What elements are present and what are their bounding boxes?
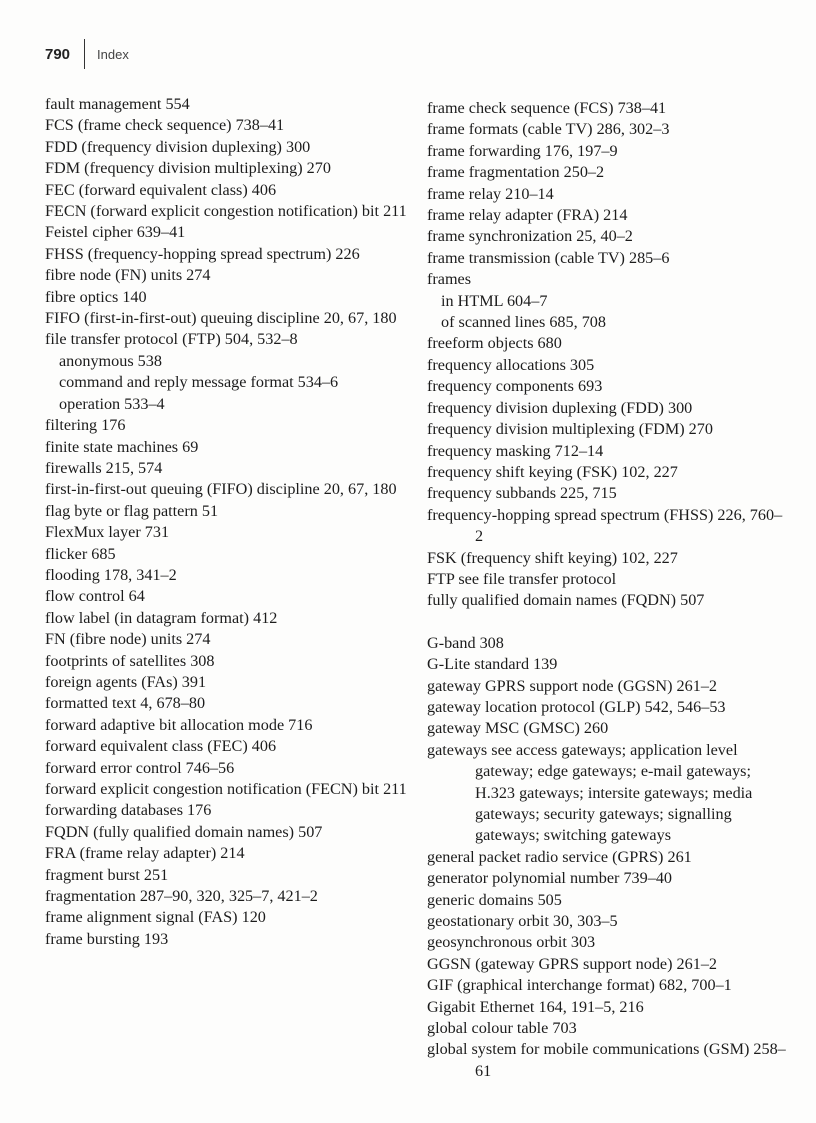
index-column-right: [427, 98, 787, 1082]
index-entry: footprints of satellites 308: [45, 651, 215, 670]
index-entry: geostationary orbit 30, 303–5: [427, 912, 618, 931]
index-entry: global system for mobile communications (GSM) 258–61: [427, 1040, 786, 1080]
index-entry: FDD (frequency division duplexing) 300: [45, 137, 311, 156]
index-entry: frame relay 210–14: [427, 184, 554, 203]
index-entry: frame synchronization 25, 40–2: [427, 227, 633, 246]
index-entry: generator polynomial number 739–40: [427, 869, 673, 888]
index-entry: flooding 178, 341–2: [45, 565, 177, 584]
index-entry: frame relay adapter (FRA) 214: [427, 206, 628, 225]
index-entry: generic domains 505: [427, 890, 562, 909]
section-title: Index: [97, 46, 129, 62]
index-entry: G-band 308: [427, 633, 504, 652]
index-entry: FDM (frequency division multiplexing) 270: [45, 159, 331, 178]
index-entry: fragment burst 251: [45, 865, 169, 884]
index-entry: global colour table 703: [427, 1019, 577, 1038]
index-entry: finite state machines 69: [45, 437, 199, 456]
index-entry: file transfer protocol (FTP) 504, 532–8: [45, 330, 298, 349]
index-entry: formatted text 4, 678–80: [45, 694, 206, 713]
index-entry: frequency allocations 305: [427, 355, 595, 374]
index-entry: FCS (frame check sequence) 738–41: [45, 116, 285, 135]
index-entry: geosynchronous orbit 303: [427, 933, 596, 952]
index-entry: forward adaptive bit allocation mode 716: [45, 715, 313, 734]
index-entry: gateway MSC (GMSC) 260: [427, 719, 609, 738]
index-entry: frame check sequence (FCS) 738–41: [427, 99, 667, 117]
index-entry: firewalls 215, 574: [45, 458, 163, 477]
index-entry: gateways see access gateways; application level gateway; edge gateways; e-mail gateways; H.323 gateways; intersite gateways; media gateways; security gateways; signalling gateways; switching gateways: [427, 740, 753, 845]
page-number: 790: [45, 45, 71, 63]
index-subentry: anonymous 538: [59, 351, 162, 370]
index-entry: foreign agents (FAs) 391: [45, 672, 207, 691]
index-subentry: command and reply message format 534–6: [59, 373, 339, 392]
index-entry: frequency-hopping spread spectrum (FHSS) 226, 760–2: [427, 505, 783, 546]
index-entry: FEC (forward equivalent class) 406: [45, 180, 277, 199]
index-entry: forward error control 746–56: [45, 758, 235, 777]
index-entry: forward explicit congestion notification (FECN) bit 211: [45, 780, 407, 798]
index-entry: frequency subbands 225, 715: [427, 484, 617, 503]
index-entry: frames: [427, 270, 472, 289]
index-entry: forwarding databases 176: [45, 801, 212, 820]
index-entry: FTP see file transfer protocol: [427, 569, 617, 588]
index-entry: gateway location protocol (GLP) 542, 546–53: [427, 697, 726, 716]
index-entry: freeform objects 680: [427, 334, 562, 353]
index-entry: filtering 176: [45, 416, 126, 435]
index-entry: frequency division multiplexing (FDM) 270: [427, 420, 713, 439]
index-entry: fibre node (FN) units 274: [45, 266, 211, 285]
index-entry: G-Lite standard 139: [427, 655, 558, 674]
index-entry: first-in-first-out queuing (FIFO) discipline 20, 67, 180: [45, 480, 397, 499]
page-header: [45, 40, 129, 68]
index-subentry: operation 533–4: [59, 394, 165, 413]
index-entry: flow label (in datagram format) 412: [45, 608, 278, 627]
index-entry: FRA (frame relay adapter) 214: [45, 844, 245, 863]
index-entry: frame fragmentation 250–2: [427, 163, 605, 182]
index-entry: Feistel cipher 639–41: [45, 223, 186, 242]
index-entry: forward equivalent class (FEC) 406: [45, 737, 277, 756]
index-entry: flicker 685: [45, 544, 116, 563]
index-entry: flow control 64: [45, 587, 145, 606]
index-entry: flag byte or flag pattern 51: [45, 501, 219, 520]
index-entry: fibre optics 140: [45, 287, 147, 306]
header-divider: [84, 39, 85, 69]
index-entry: frame transmission (cable TV) 285–6: [427, 248, 670, 267]
index-entry: frame bursting 193: [45, 929, 169, 948]
index-entry: frame formats (cable TV) 286, 302–3: [427, 120, 670, 139]
index-entry: fully qualified domain names (FQDN) 507: [427, 591, 705, 610]
index-entry: GGSN (gateway GPRS support node) 261–2: [427, 954, 718, 973]
index-entry: FN (fibre node) units 274: [45, 630, 211, 649]
index-entry: frequency components 693: [427, 377, 603, 396]
index-entry: frequency division duplexing (FDD) 300: [427, 398, 693, 417]
index-entry: Gigabit Ethernet 164, 191–5, 216: [427, 997, 644, 1016]
index-entry: frame forwarding 176, 197–9: [427, 141, 618, 160]
index-entry: fault management 554: [45, 95, 190, 113]
index-entry: frequency masking 712–14: [427, 441, 604, 460]
index-subentry: of scanned lines 685, 708: [441, 313, 606, 332]
index-entry: FIFO (first-in-first-out) queuing discipline 20, 67, 180: [45, 309, 397, 328]
index-entry: FlexMux layer 731: [45, 523, 170, 542]
index-entry: frequency shift keying (FSK) 102, 227: [427, 462, 678, 481]
index-entry: FSK (frequency shift keying) 102, 227: [427, 548, 678, 567]
index-column-left: [45, 94, 410, 950]
index-entry: FQDN (fully qualified domain names) 507: [45, 822, 323, 841]
index-entry: fragmentation 287–90, 320, 325–7, 421–2: [45, 887, 318, 906]
index-entry: FECN (forward explicit congestion notification) bit 211: [45, 202, 407, 221]
index-subentry: in HTML 604–7: [441, 291, 548, 310]
index-entry: GIF (graphical interchange format) 682, 700–1: [427, 976, 732, 995]
index-section-gap: [427, 612, 787, 633]
index-entry: gateway GPRS support node (GGSN) 261–2: [427, 676, 718, 695]
index-entry: general packet radio service (GPRS) 261: [427, 847, 692, 866]
index-entry: FHSS (frequency-hopping spread spectrum) 226: [45, 244, 360, 263]
index-entry: frame alignment signal (FAS) 120: [45, 908, 266, 927]
